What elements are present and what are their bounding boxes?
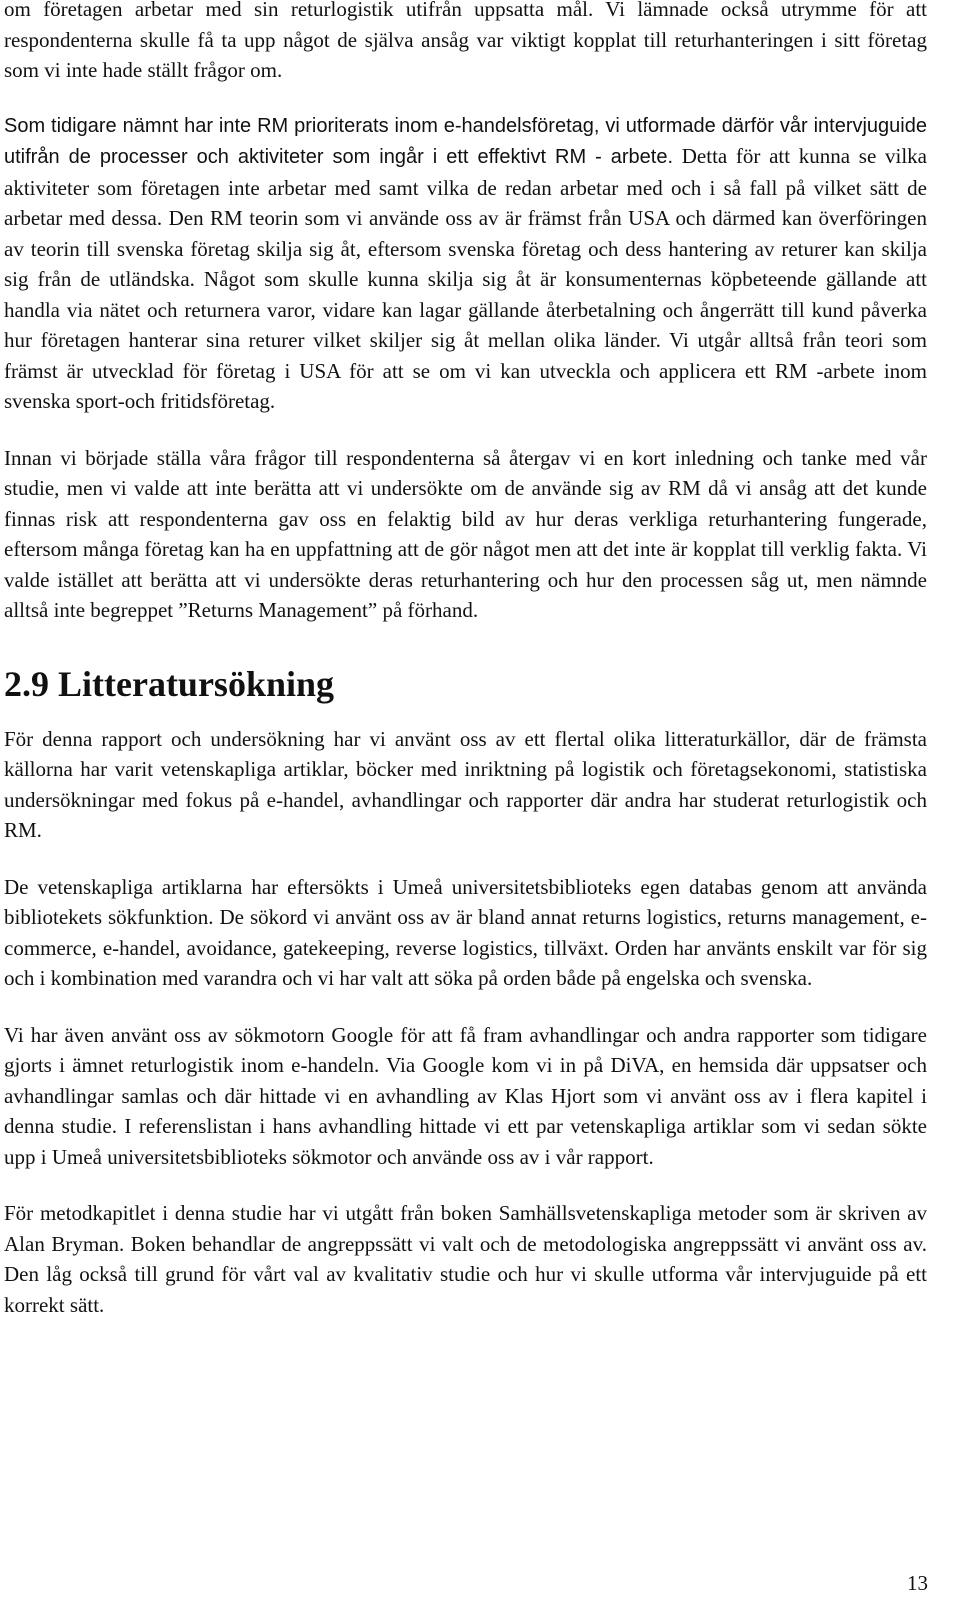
paragraph-rm-teori-lead: Som tidigare nämnt har inte RM prioriterats inom e-handelsföretag, vi utformade därför vår intervjuguide utifrån de processer och aktiviteter som ingår i ett effektivt RM - arbete. bbox=[4, 114, 927, 168]
document-body bbox=[4, 0, 927, 1320]
paragraph-metodkapitel: För metodkapitlet i denna studie har vi utgått från boken Samhällsvetenskapliga metoder som är skriven av Alan Bryman. Boken behandlar de angreppssätt vi valt och de metodologiska angreppssätt vi använt oss av. Den låg också till grund för vårt val av kvalitativ studie och hur vi skulle utforma vår intervjuguide på ett korrekt sätt. bbox=[4, 1201, 927, 1317]
paragraph-google-diva: Vi har även använt oss av sökmotorn Google för att få fram avhandlingar och andra rapporter som tidigare gjorts i ämnet returlogistik inom e-handeln. Via Google kom vi in på DiVA, en hemsida där uppsatser och avhandlingar samlas och där hittade vi en avhandling av Klas Hjort som vi använt oss av i flera kapitel i denna studie. I referenslistan i hans avhandling hittade vi ett par vetenskapliga artiklar som vi sedan sökte upp i Umeå universitetsbiblioteks sökmotor och använde oss av i vår rapport. bbox=[4, 1022, 927, 1169]
paragraph-rm-teori bbox=[4, 110, 927, 417]
paragraph-rm-teori-body: Detta för att kunna se vilka aktiviteter som företagen inte arbetar med samt vilka de redan arbetar med och i så fall på vilket sätt de arbetar med dessa. Den RM teorin som vi använde oss av är främst från USA och därmed kan överföringen av teorin till svenska företag skilja sig åt, eftersom svenska företag och dess hantering av returer kan skilja sig från de utländska. Något som skulle kunna skilja sig åt är konsumenternas köpbeteende gällande att handla via nätet och returnera varor, vidare kan lagar gällande återbetalning och ångerrätt till kund påverka hur företagen hanterar sina returer vilket skiljer sig åt mellan olika länder. Vi utgår alltså från teori som främst är utvecklad för företag i USA för att se om vi kan utveckla och applicera ett RM -arbete inom svenska sport-och fritidsföretag. bbox=[4, 144, 927, 413]
paragraph-returlogistik-intro: om företagen arbetar med sin returlogistik utifrån uppsatta mål. Vi lämnade också utrymme för att respondenterna skulle få ta upp något de själva ansåg var viktigt kopplat till returhanteringen i sitt företag som vi inte hade ställt frågor om. bbox=[4, 0, 927, 82]
paragraph-intervju-inledning: Innan vi började ställa våra frågor till respondenterna så återgav vi en kort inledning och tanke med vår studie, men vi valde att inte berätta att vi undersökte om de använde sig av RM då vi ansåg att det kunde finnas risk att respondenterna gav oss en felaktig bild av hur deras verkliga returhantering fungerade, eftersom många företag kan ha en uppfattning att de gör något men att det inte är kopplat till verklig fakta. Vi valde istället att berätta att vi undersökte deras returhantering och hur den processen såg ut, men nämnde alltså inte begreppet ”Returns Management” på förhand. bbox=[4, 445, 927, 622]
page-number: 13 bbox=[907, 1571, 928, 1595]
section-heading: 2.9 Litteratursökning bbox=[4, 663, 335, 704]
paragraph-vetenskapliga-artiklar: De vetenskapliga artiklarna har eftersökts i Umeå universitetsbiblioteks egen databas genom att använda bibliotekets sökfunktion. De sökord vi använt oss av är bland annat returns logistics, returns management, e-commerce, e-handel, avoidance, gatekeeping, reverse logistics, tillväxt. Orden har använts enskilt var för sig och i kombination med varandra och vi har valt att söka på orden både på engelska och svenska. bbox=[4, 874, 927, 990]
paragraph-litteraturkallor: För denna rapport och undersökning har vi använt oss av ett flertal olika litteraturkällor, där de främsta källorna har varit vetenskapliga artiklar, böcker med inriktning på logistik och företagsekonomi, statistiska undersökningar med fokus på e-handel, avhandlingar och rapporter där andra har studerat returlogistik och RM. bbox=[4, 726, 927, 842]
